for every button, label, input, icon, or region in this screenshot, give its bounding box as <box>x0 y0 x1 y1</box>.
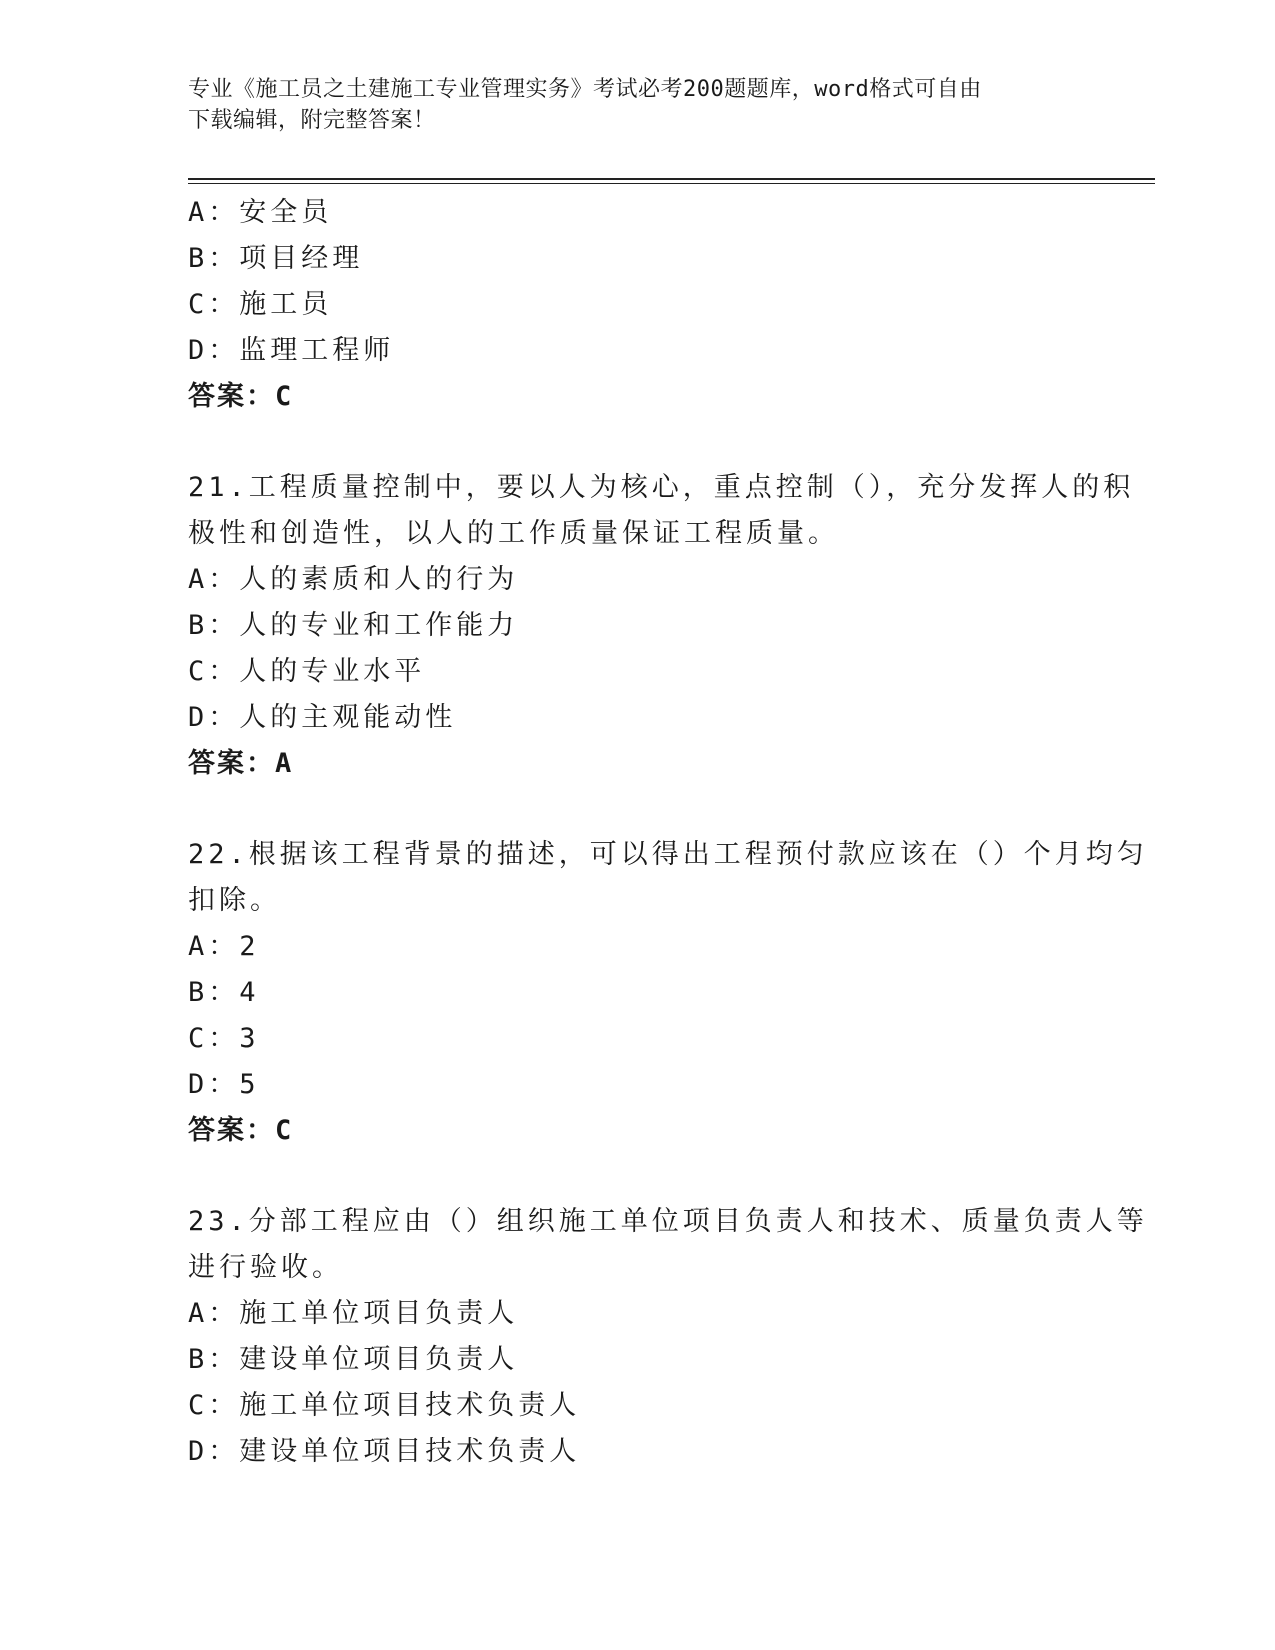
question-text-line-1: 22.根据该工程背景的描述，可以得出工程预付款应该在（）个月均匀 <box>188 839 1148 870</box>
question-block <box>188 190 1108 420</box>
header-divider <box>188 178 1155 184</box>
question-block <box>188 832 1148 1154</box>
option-a <box>188 557 1108 603</box>
option-text: 4 <box>239 977 260 1008</box>
option-text: 建设单位项目负责人 <box>239 1344 519 1375</box>
question-block <box>188 465 1135 787</box>
option-text: 人的专业和工作能力 <box>239 610 519 641</box>
option-c <box>188 1383 1108 1429</box>
option-label: C： <box>188 289 240 320</box>
option-d <box>188 1062 1108 1108</box>
option-text: 项目经理 <box>239 243 364 274</box>
option-text: 2 <box>239 931 260 962</box>
question-text-line-2: 进行验收。 <box>188 1252 343 1283</box>
spacer <box>188 420 1108 465</box>
option-c <box>188 282 1108 328</box>
option-label: B： <box>188 977 240 1008</box>
option-label: A： <box>188 197 240 228</box>
document-header <box>188 74 1088 136</box>
option-b <box>188 603 1108 649</box>
question-text-line-2: 极性和创造性，以人的工作质量保证工程质量。 <box>188 518 839 549</box>
option-text: 施工单位项目负责人 <box>239 1298 519 1329</box>
option-label: D： <box>188 1436 240 1467</box>
option-text: 3 <box>239 1023 260 1054</box>
option-label: D： <box>188 335 240 366</box>
option-text: 建设单位项目技术负责人 <box>239 1436 581 1467</box>
header-line-1: 专业《施工员之土建施工专业管理实务》考试必考200题题库，word格式可自由 <box>188 77 982 102</box>
question-text-line-1: 23.分部工程应由（）组织施工单位项目负责人和技术、质量负责人等 <box>188 1206 1148 1237</box>
option-label: A： <box>188 1298 240 1329</box>
option-c <box>188 1016 1108 1062</box>
option-a <box>188 924 1108 970</box>
option-label: A： <box>188 564 240 595</box>
option-b <box>188 970 1108 1016</box>
option-text: 施工单位项目技术负责人 <box>239 1390 581 1421</box>
option-label: D： <box>188 702 240 733</box>
question-block <box>188 1199 1148 1475</box>
option-d <box>188 1429 1108 1475</box>
option-d <box>188 695 1108 741</box>
option-a <box>188 1291 1108 1337</box>
spacer <box>188 1154 1108 1199</box>
answer-line: 答案：C <box>188 381 294 412</box>
header-line-2: 下载编辑，附完整答案！ <box>188 108 436 133</box>
answer-line: 答案：C <box>188 1115 294 1146</box>
option-label: C： <box>188 656 240 687</box>
option-c <box>188 649 1108 695</box>
answer-line: 答案：A <box>188 748 294 779</box>
option-text: 人的主观能动性 <box>239 702 457 733</box>
question-text-line-2: 扣除。 <box>188 885 281 916</box>
question-list <box>188 190 1148 1475</box>
option-text: 人的素质和人的行为 <box>239 564 519 595</box>
option-text: 5 <box>239 1069 260 1100</box>
option-text: 监理工程师 <box>239 335 395 366</box>
option-b <box>188 1337 1108 1383</box>
option-label: B： <box>188 243 240 274</box>
option-label: A： <box>188 931 240 962</box>
option-d <box>188 328 1108 374</box>
option-a <box>188 190 1108 236</box>
option-label: B： <box>188 1344 240 1375</box>
option-b <box>188 236 1108 282</box>
option-label: C： <box>188 1023 240 1054</box>
option-text: 安全员 <box>239 197 333 228</box>
question-text-line-1: 21.工程质量控制中，要以人为核心，重点控制（），充分发挥人的积 <box>188 472 1135 503</box>
spacer <box>188 787 1108 832</box>
option-label: D： <box>188 1069 240 1100</box>
option-label: C： <box>188 1390 240 1421</box>
option-text: 施工员 <box>239 289 333 320</box>
option-text: 人的专业水平 <box>239 656 426 687</box>
option-label: B： <box>188 610 240 641</box>
